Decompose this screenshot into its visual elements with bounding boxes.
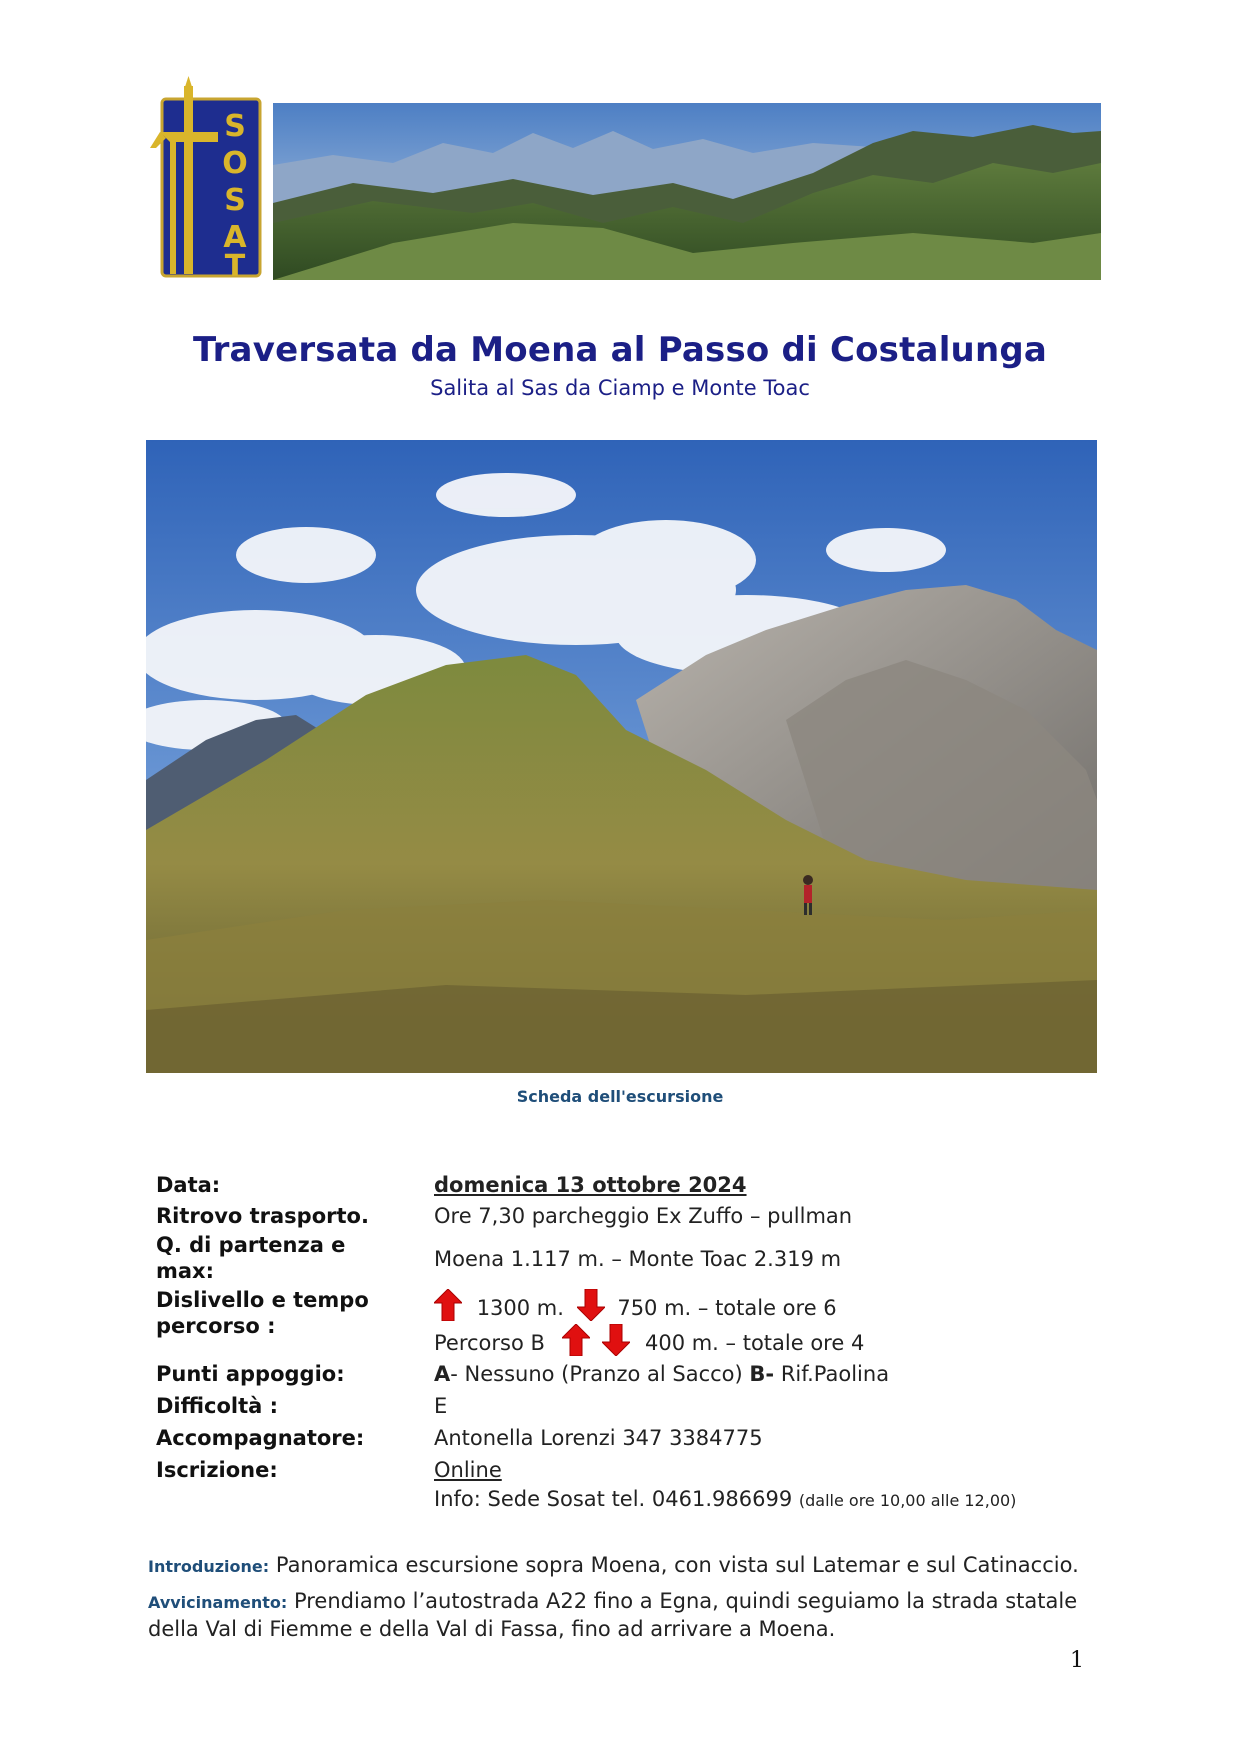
approach-text: Prendiamo l’autostrada A22 fino a Egna, quindi seguiamo la strada statale della Val di Fiemme e della Val di Fassa, fino ad arrivare a Moena. — [148, 1589, 1078, 1641]
elevation-value — [434, 1289, 837, 1321]
support-a-text: - Nessuno (Pranzo al Sacco) — [450, 1362, 750, 1386]
route-b-text: 400 m. – totale ore 4 — [644, 1331, 865, 1355]
support-a-marker: A — [434, 1362, 451, 1386]
svg-text:O: O — [222, 146, 248, 181]
date-label: Data: — [156, 1173, 221, 1197]
info-line — [434, 1486, 1016, 1514]
guide-value: Antonella Lorenzi 347 3384775 — [434, 1426, 763, 1450]
arrow-up-icon — [434, 1289, 462, 1321]
difficulty-value: E — [434, 1394, 448, 1418]
sosat-logo — [146, 76, 264, 278]
svg-text:T: T — [224, 249, 246, 278]
page-number: 1 — [1070, 1648, 1084, 1673]
meeting-value: Ore 7,30 parcheggio Ex Zuffo – pullman — [434, 1204, 853, 1228]
altitude-label — [156, 1232, 345, 1284]
support-value — [434, 1361, 889, 1387]
arrow-down-icon — [602, 1324, 630, 1356]
svg-text:S: S — [224, 183, 246, 218]
meeting-label: Ritrovo trasporto. — [156, 1204, 369, 1228]
svg-text:S: S — [224, 109, 246, 144]
altitude-label-line1: Q. di partenza e — [156, 1233, 346, 1257]
page-subtitle: Salita al Sas da Ciamp e Monte Toac — [430, 376, 810, 400]
approach-label: Avvicinamento: — [148, 1593, 288, 1612]
guide-label: Accompagnatore: — [156, 1426, 365, 1450]
altitude-label-line2: max: — [156, 1259, 214, 1283]
signup-link[interactable]: Online — [434, 1458, 502, 1482]
main-photo — [146, 440, 1097, 1073]
intro-paragraph — [148, 1552, 1098, 1580]
arrow-down-icon — [577, 1289, 605, 1321]
header-banner-image — [273, 103, 1101, 280]
route-b-value — [434, 1324, 864, 1356]
date-value: domenica 13 ottobre 2024 — [434, 1173, 747, 1197]
support-b-marker: B- — [749, 1362, 775, 1386]
support-label: Punti appoggio: — [156, 1362, 345, 1386]
elevation-up: 1300 m. — [476, 1296, 564, 1320]
elevation-label — [156, 1287, 369, 1339]
elevation-label-line2: percorso : — [156, 1314, 276, 1338]
elevation-down: 750 m. – totale ore 6 — [617, 1296, 837, 1320]
page-title: Traversata da Moena al Passo di Costalunga — [192, 330, 1048, 370]
altitude-value: Moena 1.117 m. – Monte Toac 2.319 m — [434, 1247, 842, 1271]
photo-caption: Scheda dell'escursione — [516, 1087, 724, 1106]
route-b-prefix: Percorso B — [434, 1331, 545, 1355]
intro-label: Introduzione: — [148, 1557, 270, 1576]
intro-text: Panoramica escursione sopra Moena, con vista sul Latemar e sul Catinaccio. — [275, 1553, 1079, 1577]
info-value: Info: Sede Sosat tel. 0461.986699 — [434, 1487, 793, 1511]
approach-paragraph — [148, 1588, 1098, 1643]
arrow-up-icon — [562, 1324, 590, 1356]
info-hours: (dalle ore 10,00 alle 12,00) — [798, 1491, 1017, 1510]
signup-label: Iscrizione: — [156, 1458, 278, 1482]
support-b-text: Rif.Paolina — [774, 1362, 890, 1386]
difficulty-label: Difficoltà : — [156, 1394, 279, 1418]
svg-text:A: A — [223, 220, 247, 255]
elevation-label-line1: Dislivello e tempo — [156, 1288, 369, 1312]
